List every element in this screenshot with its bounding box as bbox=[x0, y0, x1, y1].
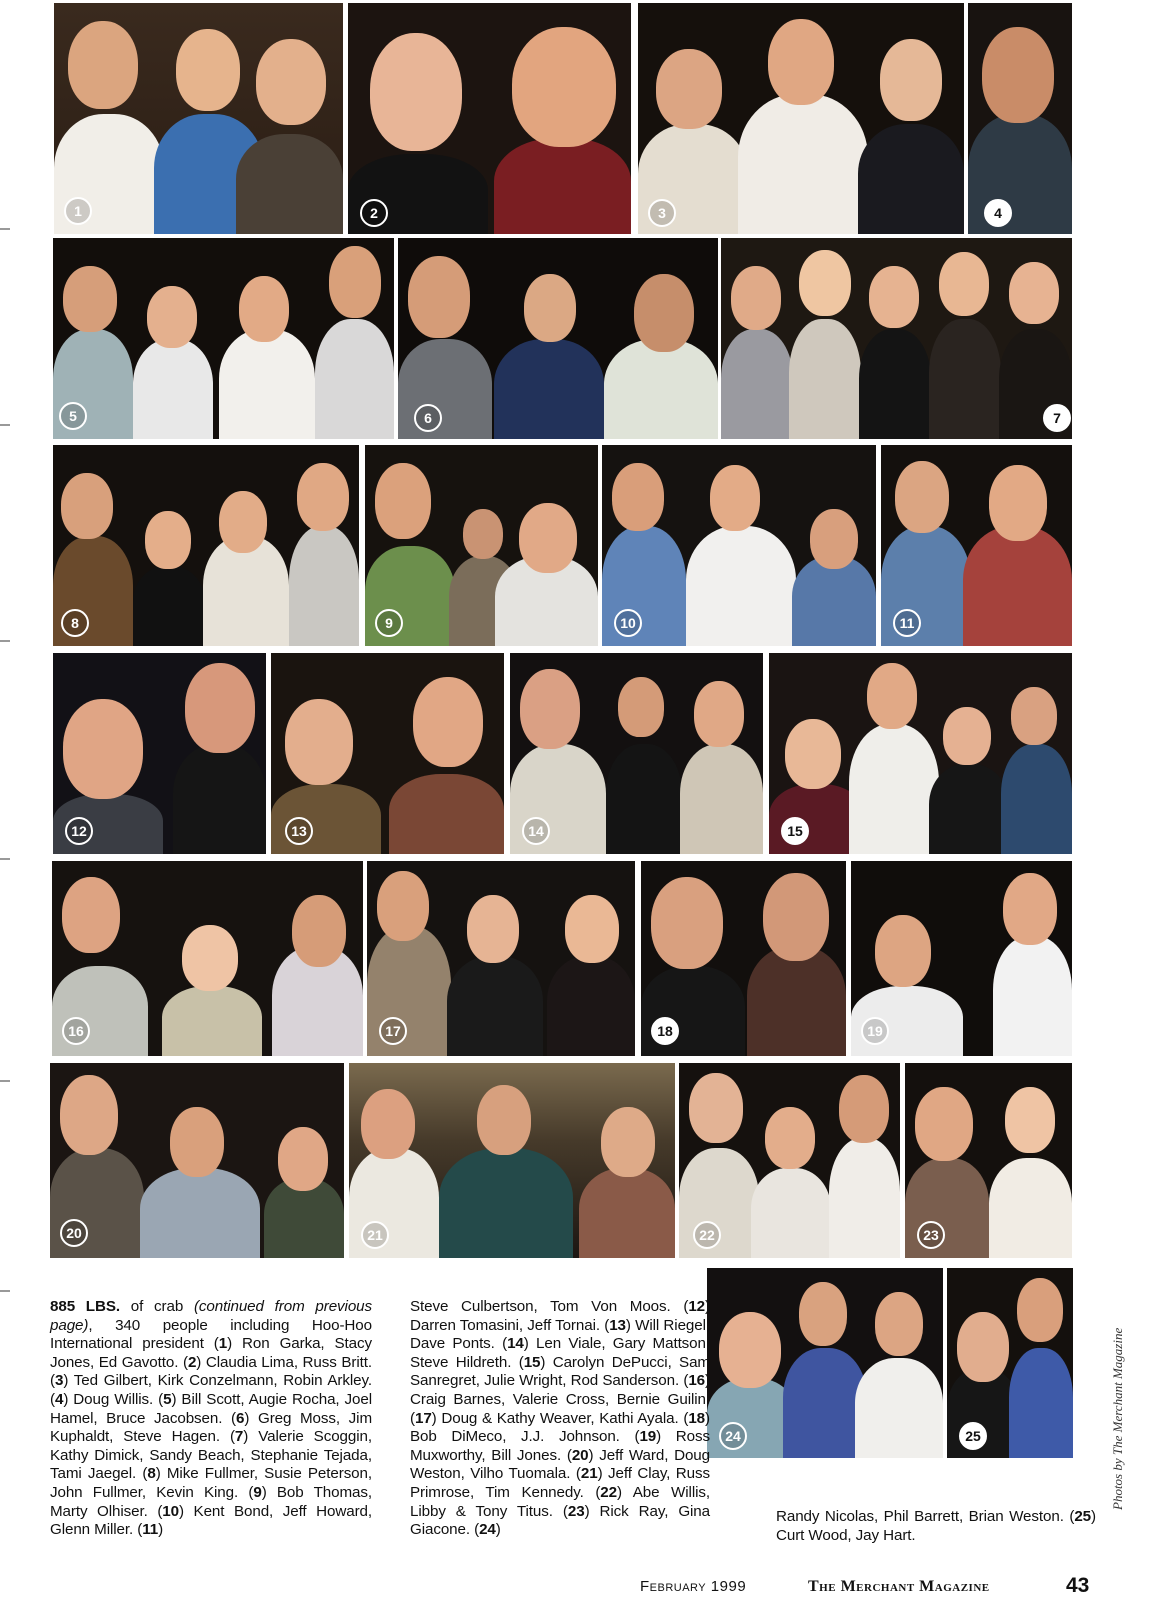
caption-number: 4 bbox=[54, 1390, 64, 1408]
caption-text: Bob DiMeco, J.J. Johnson. bbox=[410, 1428, 635, 1446]
photo-13 bbox=[271, 653, 504, 854]
photo-2 bbox=[348, 3, 631, 234]
photo-number: 8 bbox=[61, 609, 89, 637]
caption-number: 8 bbox=[147, 1465, 156, 1483]
magazine-name: The Merchant Magazine bbox=[808, 1578, 990, 1595]
caption-lead: 885 LBS. bbox=[50, 1298, 121, 1315]
caption-number: 16 bbox=[688, 1372, 706, 1390]
page-edge-mark bbox=[0, 228, 10, 230]
caption-text: Craig Barnes, Valerie Cross, Bernie Guilin. bbox=[410, 1390, 710, 1408]
photo-19 bbox=[851, 861, 1072, 1056]
photo-3 bbox=[638, 3, 964, 234]
page-number: 43 bbox=[1066, 1574, 1090, 1597]
photo-number: 18 bbox=[651, 1017, 679, 1045]
photo-number: 7 bbox=[1043, 404, 1071, 432]
caption-number: 17 bbox=[414, 1409, 432, 1427]
photo-number: 20 bbox=[60, 1219, 88, 1247]
caption-text: Jeff Ward, Doug Weston, Vilho Tuomala. bbox=[410, 1446, 710, 1483]
caption-number: 2 bbox=[187, 1353, 197, 1371]
caption-text: Claudia Lima, Russ Britt. bbox=[201, 1353, 372, 1371]
caption-text: Valerie Scoggin, Kathy Dimick, Sandy Beach, Stephanie Tejada, Tami Jaegel. bbox=[50, 1428, 372, 1483]
photo-number: 10 bbox=[614, 609, 642, 637]
photo-number: 1 bbox=[64, 197, 92, 225]
page-footer bbox=[640, 1574, 1100, 1600]
caption-text: Greg Moss, Jim Kuphaldt, Steve Hagen. bbox=[50, 1409, 372, 1446]
caption-number: 6 bbox=[235, 1409, 245, 1427]
caption-number: 20 bbox=[571, 1446, 589, 1464]
caption-text: Doug & Kathy Weaver, Kathi Ayala. bbox=[436, 1409, 684, 1427]
photo-4 bbox=[968, 3, 1072, 234]
caption-text: Bill Scott, Augie Rocha, Joel Hamel, Bruce Jacobsen. bbox=[50, 1390, 372, 1427]
photo-6 bbox=[398, 238, 718, 439]
photo-number: 16 bbox=[62, 1017, 90, 1045]
photo-15 bbox=[769, 653, 1072, 854]
photo-23 bbox=[905, 1063, 1072, 1258]
photo-1 bbox=[54, 3, 343, 234]
photo-number: 17 bbox=[379, 1017, 407, 1045]
caption-text: of crab bbox=[120, 1298, 194, 1315]
photo-7 bbox=[721, 238, 1072, 439]
caption-number: 18 bbox=[688, 1409, 706, 1427]
photo-20 bbox=[50, 1063, 344, 1258]
photo-18 bbox=[641, 861, 846, 1056]
caption-text: Len Viale, Gary Mattson, Steve Hildreth. bbox=[410, 1335, 710, 1371]
photo-number: 6 bbox=[414, 404, 442, 432]
issue-date: February 1999 bbox=[640, 1578, 747, 1595]
caption-number: 1 bbox=[218, 1335, 228, 1353]
caption-text: Carolyn DePucci, Sam Sanregret, Julie Wright, Rod Sanderson. bbox=[410, 1353, 710, 1390]
page-edge-mark bbox=[0, 424, 10, 426]
caption-text: Will Riegel, Dave Ponts. bbox=[410, 1316, 710, 1353]
caption-number: 24 bbox=[479, 1521, 496, 1539]
photo-5 bbox=[53, 238, 394, 439]
photo-22 bbox=[679, 1063, 900, 1258]
photo-14 bbox=[510, 653, 763, 854]
photo-number: 19 bbox=[861, 1017, 889, 1045]
caption-number: 3 bbox=[54, 1372, 64, 1390]
photo-10 bbox=[602, 445, 876, 646]
caption-text: Abe Willis, Libby & Tony Titus. bbox=[410, 1483, 710, 1520]
caption-number: 13 bbox=[609, 1316, 626, 1334]
caption-text: Rick Ray, Gina Giacone. bbox=[410, 1502, 710, 1539]
caption-text: Kent Bond, Jeff Howard, Glenn Miller. bbox=[50, 1502, 372, 1539]
photo-24 bbox=[707, 1268, 943, 1458]
photo-number: 13 bbox=[285, 817, 313, 845]
photo-number: 2 bbox=[360, 199, 388, 227]
caption-column-1: 885 LBS. of crab (continued from previous page), 340 people including Hoo-Hoo International president (1) Ron Garka, Stacy Jones, Ed Gavotto. (2) Claudia Lima, Russ Britt. (3) Ted Gilbert, Kirk Conzelmann, Robin Arkley. (4) Doug Willis. (5) Bill Scott, Augie Rocha, Joel Hamel, Bruce Jacobsen. (6) Greg Moss, Jim Kuphaldt, Steve Hagen. (7) Valerie Scoggin, Kathy Dimick, Sandy Beach, Stephanie Tejada, Tami Jaegel. (8) Mike Fullmer, Susie Peterson, John Fullmer, Kevin King. (9) Bob Thomas, Marty Olhiser. (10) Kent Bond, Jeff Howard, Glenn Miller. (11) bbox=[50, 1298, 372, 1539]
photo-number: 5 bbox=[59, 402, 87, 430]
caption-text: Bob Thomas, Marty Olhiser. bbox=[50, 1483, 372, 1520]
caption-text: Steve Culbertson, Tom Von Moos. bbox=[410, 1298, 684, 1315]
photo-17 bbox=[367, 861, 635, 1056]
photo-number: 12 bbox=[65, 817, 93, 845]
caption-text: Darren Tomasini, Jeff Tornai. bbox=[410, 1316, 605, 1334]
photo-number: 11 bbox=[893, 609, 921, 637]
photo-number: 3 bbox=[648, 199, 676, 227]
photo-number: 4 bbox=[984, 199, 1012, 227]
caption-number: 9 bbox=[253, 1483, 262, 1501]
caption-number: 11 bbox=[142, 1521, 159, 1539]
photo-number: 15 bbox=[781, 817, 809, 845]
caption-text: , 340 people including Hoo-Hoo International president bbox=[50, 1316, 372, 1353]
caption-text: Ross Muxworthy, Bill Jones. bbox=[410, 1428, 710, 1464]
caption-number: 22 bbox=[600, 1483, 617, 1501]
photo-11 bbox=[881, 445, 1072, 646]
photo-9 bbox=[365, 445, 598, 646]
photo-number: 14 bbox=[522, 817, 550, 845]
photo-credit: Photos by The Merchant Magazine bbox=[1110, 1327, 1125, 1510]
photo-12 bbox=[53, 653, 266, 854]
caption-number: 10 bbox=[162, 1502, 179, 1520]
caption-number: 5 bbox=[163, 1390, 172, 1408]
caption-text: Curt Wood, Jay Hart. bbox=[776, 1526, 916, 1544]
photo-21 bbox=[349, 1063, 675, 1258]
page-edge-mark bbox=[0, 1080, 10, 1082]
photo-number: 9 bbox=[375, 609, 403, 637]
caption-text: Ted Gilbert, Kirk Conzelmann, Robin Arkley. bbox=[68, 1372, 372, 1390]
caption-text: Randy Nicolas, Phil Barrett, Brian Weston. bbox=[776, 1508, 1070, 1525]
caption-number: 25 bbox=[1074, 1508, 1092, 1525]
photo-number: 22 bbox=[693, 1221, 721, 1249]
photo-number: 25 bbox=[959, 1422, 987, 1450]
page-edge-mark bbox=[0, 1290, 10, 1292]
caption-column-2: Steve Culbertson, Tom Von Moos. (12) Darren Tomasini, Jeff Tornai. (13) Will Riegel, Dave Ponts. (14) Len Viale, Gary Mattson, Steve Hildreth. (15) Carolyn DePucci, Sam Sanregret, Julie Wright, Rod Sanderson. (16) Craig Barnes, Valerie Cross, Bernie Guilin. (17) Doug & Kathy Weaver, Kathi Ayala. (18) Bob DiMeco, J.J. Johnson. (19) Ross Muxworthy, Bill Jones. (20) Jeff Ward, Doug Weston, Vilho Tuomala. (21) Jeff Clay, Russ Primrose, Tim Kennedy. (22) Abe Willis, Libby & Tony Titus. (23) Rick Ray, Gina Giacone. (24) bbox=[410, 1298, 710, 1539]
photo-25 bbox=[947, 1268, 1073, 1458]
caption-number: 21 bbox=[580, 1465, 598, 1483]
caption-number: 7 bbox=[234, 1428, 244, 1446]
caption-text: Doug Willis. bbox=[68, 1390, 159, 1408]
photo-8 bbox=[53, 445, 359, 646]
caption-text: Mike Fullmer, Susie Peterson, John Fullmer, Kevin King. bbox=[50, 1465, 372, 1501]
caption-column-3: Randy Nicolas, Phil Barrett, Brian Weston. (25) Curt Wood, Jay Hart. bbox=[776, 1508, 1096, 1544]
caption-text: Jeff Clay, Russ Primrose, Tim Kennedy. bbox=[410, 1465, 710, 1501]
photo-16 bbox=[52, 861, 363, 1056]
caption-number: 23 bbox=[567, 1502, 585, 1520]
caption-number: 15 bbox=[523, 1353, 541, 1371]
caption-number: 14 bbox=[507, 1335, 524, 1353]
photo-number: 21 bbox=[361, 1221, 389, 1249]
caption-text: Ron Garka, Stacy Jones, Ed Gavotto. bbox=[50, 1335, 372, 1371]
caption-number: 12 bbox=[688, 1298, 706, 1315]
caption-number: 19 bbox=[639, 1428, 657, 1446]
page-edge-mark bbox=[0, 858, 10, 860]
photo-number: 24 bbox=[719, 1422, 747, 1450]
photo-number: 23 bbox=[917, 1221, 945, 1249]
page-edge-mark bbox=[0, 640, 10, 642]
caption-continued: (continued from previous page) bbox=[50, 1298, 372, 1334]
